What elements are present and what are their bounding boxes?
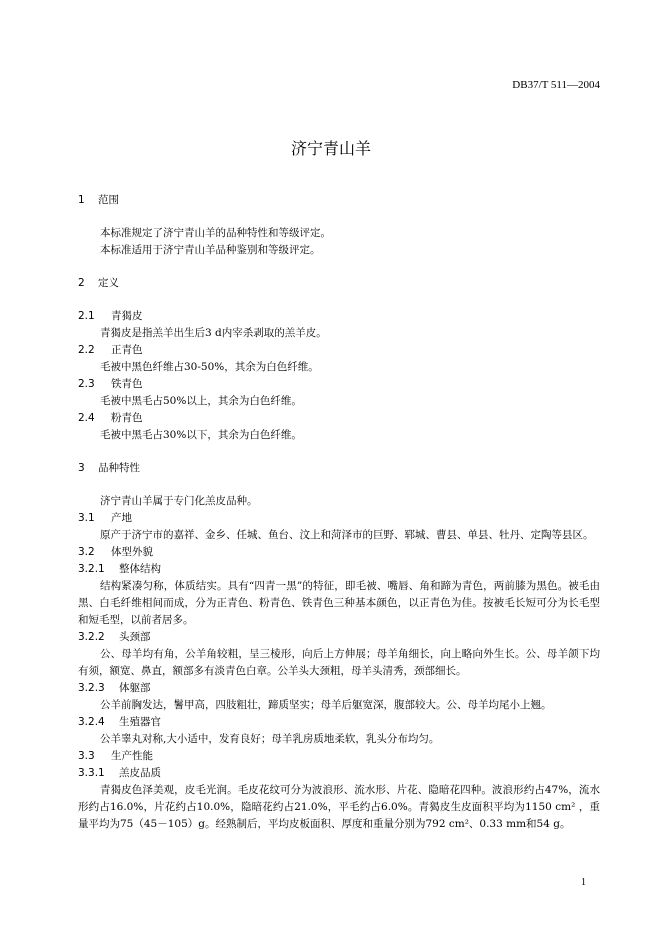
section-number: 1 [78,194,85,206]
paragraph: 本标准适用于济宁青山羊品种鉴别和等级评定。 [100,244,321,256]
subclause-title: 头颈部 [119,631,151,643]
clause-heading [78,544,600,561]
clause-number: 3.2 [78,546,95,558]
subclause-number: 3.2.3 [78,682,105,694]
clause-number: 2.2 [78,344,95,356]
definition-text: 毛被中黑色纤维占30-50%，其余为白色纤维。 [100,361,319,373]
section-number: 3 [78,462,85,474]
definition-term: 青猲皮 [111,310,143,322]
clause-title: 生产性能 [111,750,153,762]
paragraph: 原产于济宁市的嘉祥、金乡、任城、鱼台、汶上和菏泽市的巨野、郓城、曹县、单县、牡丹、定陶等县区。 [100,529,594,541]
definition-term: 铁青色 [111,378,143,390]
page-title: 济宁青山羊 [290,139,371,158]
subclause-heading [78,765,600,782]
definition-heading [78,342,600,359]
paragraph: 济宁青山羊属于专门化羔皮品种。 [100,495,258,507]
clause-number: 3.1 [78,512,95,524]
clause-heading [78,748,600,765]
section-title: 品种特性 [98,462,140,474]
section-heading-scope [78,192,600,209]
section-number: 2 [78,277,85,289]
section-heading-definitions [78,275,600,292]
subclause-title: 羔皮品质 [119,767,161,779]
subclause-number: 3.2.2 [78,631,105,643]
definition-term: 粉青色 [111,412,143,424]
clause-title: 产地 [111,512,132,524]
paragraph: 本标准规定了济宁青山羊的品种特性和等级评定。 [100,227,331,239]
definition-heading [78,376,600,393]
section-title: 范围 [98,194,119,206]
page-number: 1 [581,877,586,888]
clause-heading [78,510,600,527]
section-heading-breed-characteristics [78,460,600,477]
document-code: DB37/T 511—2004 [512,79,600,91]
paragraph: 结构紧凑匀称，体质结实。具有“四青一黑”的特征，即毛被、嘴唇、角和蹄为青色，两前膝为黑色。被毛由黑、白毛纤维相间而成，分为正青色、粉青色、铁青色三种基本颜色，以正青色为佳。按被毛长短可分为长毛型和短毛型，以前者居多。 [78,580,600,626]
document-body [78,192,600,833]
subclause-number: 3.2.1 [78,563,105,575]
subclause-title: 生殖器官 [119,716,161,728]
subclause-heading [78,714,600,731]
paragraph: 公羊前胸发达，鬐甲高，四肢粗壮，蹄质坚实；母羊后躯宽深，腹部较大。公、母羊均尾小上翘。 [100,699,552,711]
clause-number: 2.3 [78,378,95,390]
clause-number: 2.1 [78,310,95,322]
definition-heading [78,410,600,427]
clause-title: 体型外貌 [111,546,153,558]
subclause-number: 3.2.4 [78,716,105,728]
definition-text: 青猲皮是指羔羊出生后3 d内宰杀剥取的羔羊皮。 [100,327,327,339]
paragraph: 公羊睾丸对称,大小适中，发育良好；母羊乳房质地柔软，乳头分布均匀。 [100,733,440,745]
clause-number: 2.4 [78,412,95,424]
subclause-number: 3.3.1 [78,767,105,779]
subclause-heading [78,561,600,578]
clause-number: 3.3 [78,750,95,762]
definition-text: 毛被中黑毛占30%以下，其余为白色纤维。 [100,429,302,441]
paragraph: 公、母羊均有角，公羊角较粗，呈三棱形，向后上方伸展；母羊角细长，向上略向外生长。公、母羊颌下均有须，额宽、鼻直，额部多有淡青色白章。公羊头大颈粗，母羊头清秀，颈部细长。 [78,648,600,677]
subclause-heading [78,629,600,646]
definition-term: 正青色 [111,344,143,356]
definition-text: 毛被中黑毛占50%以上，其余为白色纤维。 [100,395,302,407]
subclause-title: 整体结构 [119,563,161,575]
paragraph: 青猲皮色泽美观，皮毛光润。毛皮花纹可分为波浪形、流水形、片花、隐暗花四种。波浪形约占47%，流水形约占16.0%，片花约占10.0%，隐暗花约占21.0%，平毛约占6.0%。青猲皮生皮面积平均为1150 cm² ，重量平均为75（45－105）g。经熟制后，平均皮板面积、厚度和重量分别为792 cm²、0.33 mm和54 g。 [78,784,600,830]
definition-heading [78,308,600,325]
subclause-heading [78,680,600,697]
subclause-title: 体躯部 [119,682,151,694]
section-title: 定义 [98,277,119,289]
